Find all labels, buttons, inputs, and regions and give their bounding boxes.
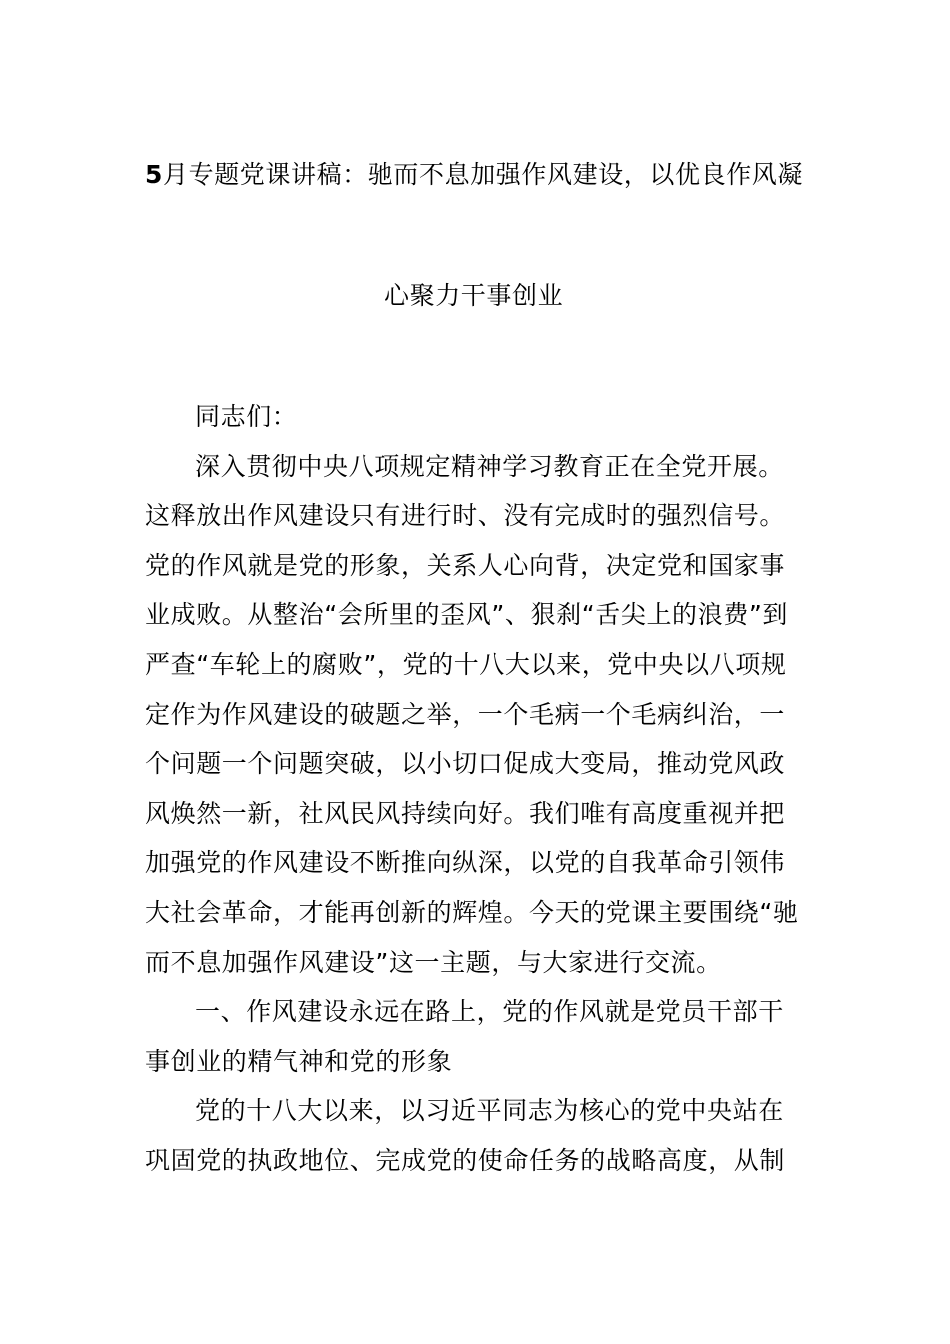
heading-line: 事创业的精气神和党的形象 bbox=[145, 1046, 453, 1076]
text-line: 定作为作风建设的破题之举，一个毛病一个毛病纠治，一 bbox=[145, 699, 786, 729]
section-heading-1 bbox=[145, 987, 810, 1086]
text-line: 风焕然一新，社风民风持续向好。我们唯有高度重视并把 bbox=[145, 798, 786, 828]
text-line: 加强党的作风建设不断推向纵深，以党的自我革命引领伟 bbox=[145, 848, 786, 878]
paragraph-intro bbox=[145, 442, 810, 988]
text-line: 巩固党的执政地位、完成党的使命任务的战略高度，从制 bbox=[145, 1145, 786, 1175]
text-line: 大社会革命，才能再创新的辉煌。今天的党课主要围绕“驰 bbox=[145, 897, 799, 927]
text-line: 这释放出作风建设只有进行时、没有完成时的强烈信号。 bbox=[145, 501, 786, 531]
title-number: 5 bbox=[145, 160, 163, 189]
text-line: 而不息加强作风建设”这一主题，与大家进行交流。 bbox=[145, 947, 722, 977]
text-line: 严查“车轮上的腐败”，党的十八大以来，党中央以八项规 bbox=[145, 649, 787, 679]
salutation: 同志们： bbox=[195, 402, 298, 431]
text-line: 业成败。从整治“会所里的歪风”、狠刹“舌尖上的浪费”到 bbox=[145, 600, 789, 630]
title-text: 月专题党课讲稿：驰而不息加强作风建设，以优良作风凝 bbox=[163, 160, 804, 189]
text-line: 个问题一个问题突破，以小切口促成大变局，推动党风政 bbox=[145, 749, 786, 779]
text-line: 深入贯彻中央八项规定精神学习教育正在全党开展。 bbox=[195, 451, 784, 481]
paragraph-section-1 bbox=[145, 1086, 810, 1185]
document-body bbox=[145, 392, 810, 1186]
heading-line: 一、作风建设永远在路上，党的作风就是党员干部干 bbox=[195, 997, 784, 1027]
document-title-line-1 bbox=[145, 160, 803, 190]
text-line: 党的十八大以来，以习近平同志为核心的党中央站在 bbox=[195, 1096, 784, 1126]
document-title-line-2: 心聚力干事创业 bbox=[384, 281, 564, 310]
text-line: 党的作风就是党的形象，关系人心向背，决定党和国家事 bbox=[145, 550, 786, 580]
